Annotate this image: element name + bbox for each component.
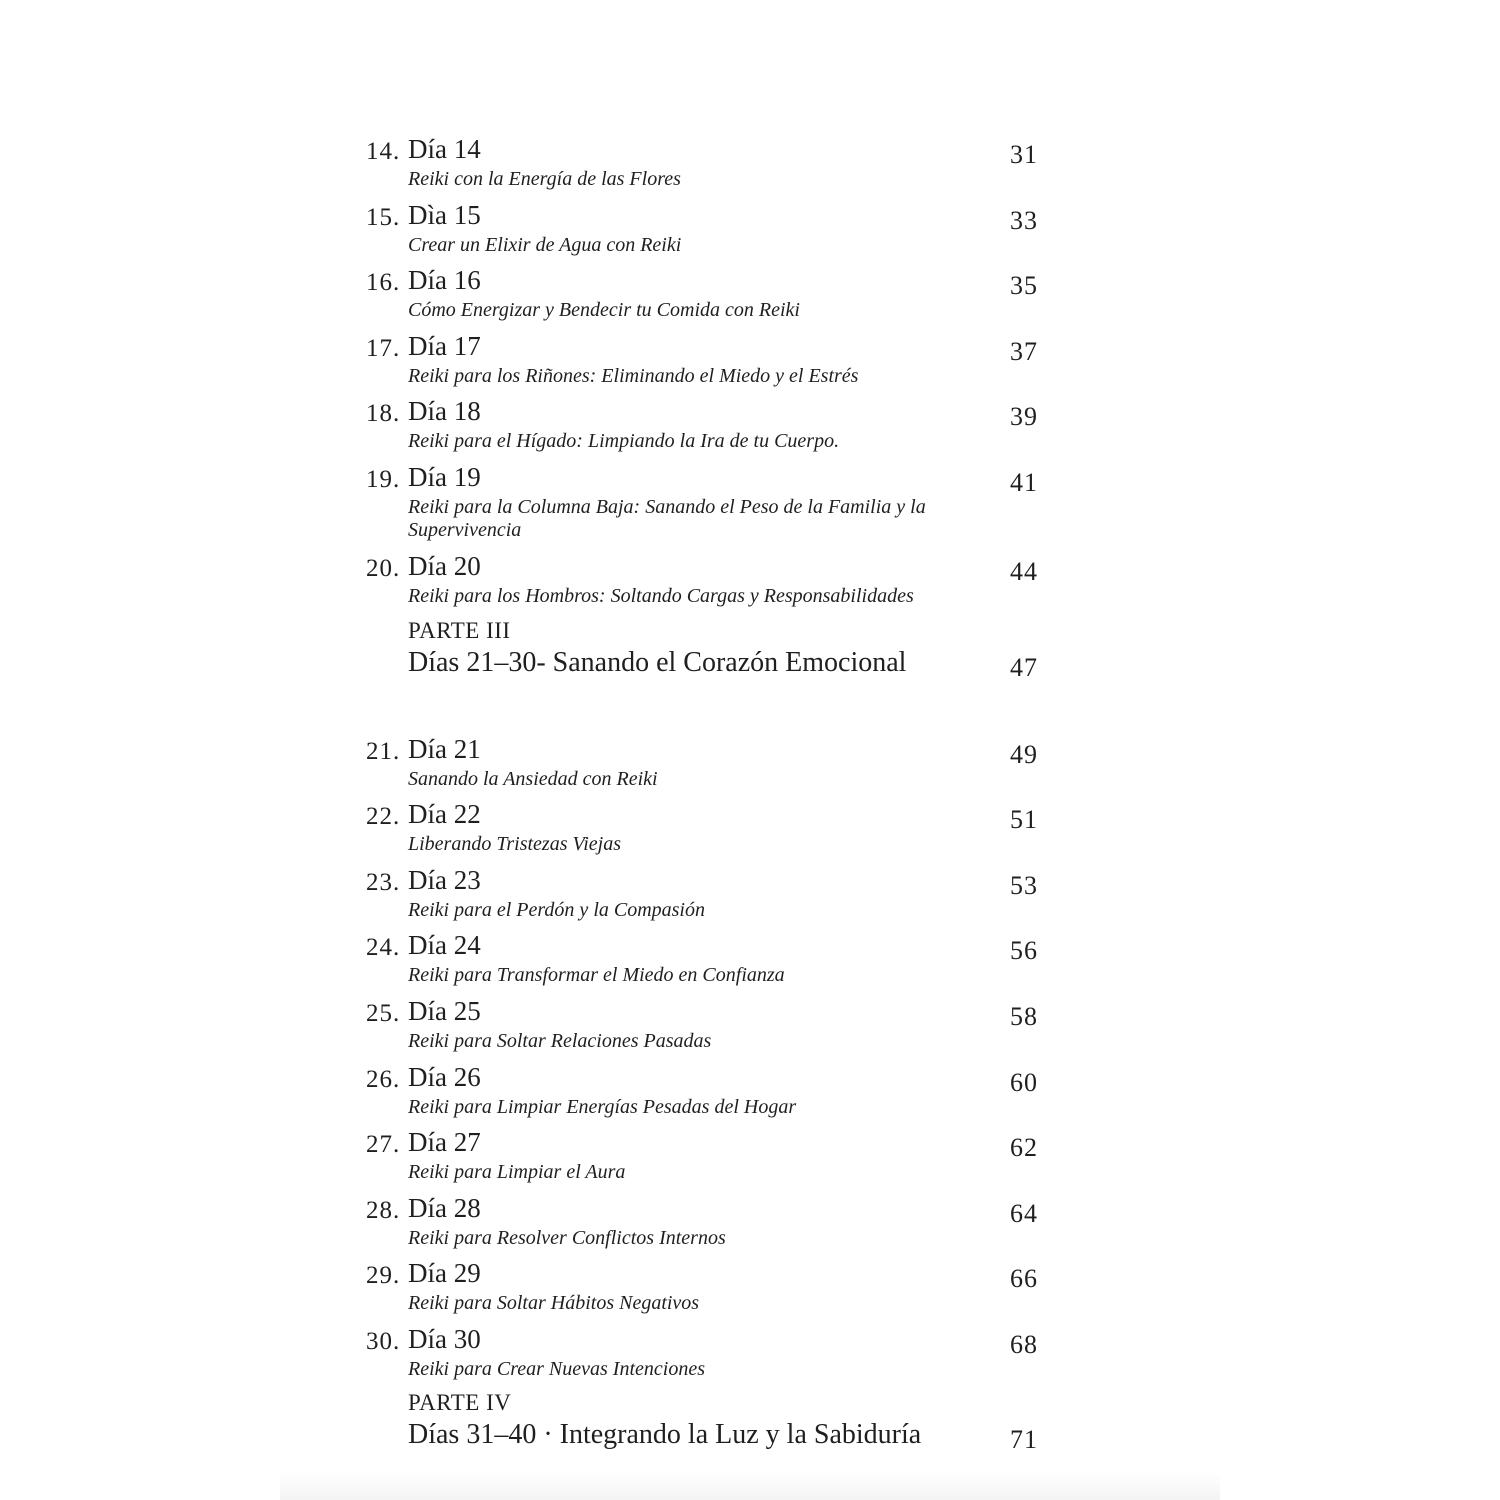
entry-page-number: 35 xyxy=(1010,271,1038,301)
entry-subtitle: Reiki para los Hombros: Soltando Cargas y Responsabilidades xyxy=(408,584,914,607)
toc-entry-20[interactable] xyxy=(366,549,1046,615)
entry-subtitle: Liberando Tristezas Viejas xyxy=(408,833,621,856)
entry-title: Día 23 xyxy=(408,864,481,895)
toc-entry-21[interactable] xyxy=(366,732,1046,798)
toc-entry-25[interactable] xyxy=(366,994,1046,1060)
part-title: Días 31–40 · Integrando la Luz y la Sabiduría xyxy=(408,1418,922,1450)
entry-number: 20. xyxy=(366,554,401,582)
toc-entry-28[interactable] xyxy=(366,1191,1046,1257)
entry-page-number: 53 xyxy=(1010,870,1038,900)
entry-number: 29. xyxy=(366,1262,401,1290)
entry-page-number: 31 xyxy=(1010,140,1038,169)
entry-number: 16. xyxy=(366,269,401,297)
entry-subtitle: Reiki para Limpiar el Aura xyxy=(408,1161,626,1184)
entry-number: 28. xyxy=(366,1196,401,1224)
entry-page-number: 58 xyxy=(1010,1001,1038,1031)
entry-title: Día 17 xyxy=(408,330,481,361)
part-label: PARTE IV xyxy=(408,1389,512,1415)
entry-title: Día 30 xyxy=(408,1323,481,1354)
entry-number: 25. xyxy=(366,999,401,1027)
entry-number: 30. xyxy=(366,1327,401,1355)
entry-number: 14. xyxy=(366,138,401,165)
toc-entry-23[interactable] xyxy=(366,863,1046,929)
entry-page-number: 33 xyxy=(1010,205,1038,235)
entry-subtitle: Reiki para Crear Nuevas Intenciones xyxy=(408,1357,705,1380)
entry-subtitle: Reiki para el Hígado: Limpiando la Ira de tu Cuerpo. xyxy=(408,430,840,453)
toc-entry-24[interactable] xyxy=(366,928,1046,994)
entry-page-number: 51 xyxy=(1010,805,1038,835)
entry-page-number: 66 xyxy=(1010,1264,1038,1294)
entry-subtitle: Reiki para los Riñones: Eliminando el Miedo y el Estrés xyxy=(408,364,859,387)
toc-part-iii[interactable] xyxy=(366,617,1046,732)
entry-page-number: 41 xyxy=(1010,467,1038,497)
entry-title: Día 24 xyxy=(408,930,481,961)
entry-number: 23. xyxy=(366,868,401,896)
entry-number: 15. xyxy=(366,203,401,231)
toc-part-iv[interactable] xyxy=(366,1389,1046,1469)
part-title: Días 21–30- Sanando el Corazón Emocional xyxy=(408,646,907,678)
toc-entry-18[interactable] xyxy=(366,394,1046,460)
entry-number: 17. xyxy=(366,334,401,362)
toc-entry-15[interactable] xyxy=(366,198,1046,264)
entry-title: Día 22 xyxy=(408,799,481,830)
entry-title: Día 21 xyxy=(408,733,481,764)
toc-entry-26[interactable] xyxy=(366,1060,1046,1126)
entry-page-number: 49 xyxy=(1010,739,1038,769)
entry-page-number: 56 xyxy=(1010,936,1038,966)
entry-subtitle: Reiki con la Energía de las Flores xyxy=(408,168,681,190)
entry-number: 21. xyxy=(366,737,401,765)
entry-subtitle: Reiki para Resolver Conflictos Internos xyxy=(408,1226,726,1249)
toc-entry-14[interactable] xyxy=(366,132,1046,198)
entry-number: 27. xyxy=(366,1131,401,1159)
entry-number: 19. xyxy=(366,465,401,493)
entry-page-number: 68 xyxy=(1010,1329,1038,1359)
entry-page-number: 60 xyxy=(1010,1067,1038,1097)
entry-subtitle: Cómo Energizar y Bendecir tu Comida con Reiki xyxy=(408,299,800,322)
entry-number: 22. xyxy=(366,803,401,831)
toc-entry-27[interactable] xyxy=(366,1125,1046,1191)
entry-page-number: 44 xyxy=(1010,556,1038,586)
page-bottom-shadow xyxy=(280,1472,1220,1500)
entry-number: 26. xyxy=(366,1065,401,1093)
entry-number: 24. xyxy=(366,934,401,962)
entry-title: Día 26 xyxy=(408,1061,481,1092)
entry-title: Dìa 15 xyxy=(408,199,481,230)
toc-entry-19[interactable] xyxy=(366,460,1046,549)
entry-subtitle: Reiki para Soltar Relaciones Pasadas xyxy=(408,1029,712,1052)
entry-number: 18. xyxy=(366,400,401,428)
toc-entry-30[interactable] xyxy=(366,1322,1046,1388)
entry-subtitle: Reiki para Soltar Hábitos Negativos xyxy=(408,1292,700,1315)
toc-entry-29[interactable] xyxy=(366,1256,1046,1322)
entry-title: Día 18 xyxy=(408,396,481,427)
entry-subtitle: Reiki para Transformar el Miedo en Confianza xyxy=(408,964,785,987)
entry-title: Día 19 xyxy=(408,461,481,492)
entry-page-number: 37 xyxy=(1010,336,1038,366)
toc-entry-22[interactable] xyxy=(366,797,1046,863)
table-of-contents xyxy=(366,132,1046,1469)
entry-title: Día 27 xyxy=(408,1127,481,1158)
entry-subtitle: Crear un Elixir de Agua con Reiki xyxy=(408,233,682,256)
toc-entry-16[interactable] xyxy=(366,263,1046,329)
entry-subtitle: Sanando la Ansiedad con Reiki xyxy=(408,767,658,790)
entry-title: Día 25 xyxy=(408,995,481,1026)
entry-subtitle: Reiki para la Columna Baja: Sanando el Peso de la Familia y la Supervivencia xyxy=(408,495,926,541)
part-label: PARTE III xyxy=(408,617,511,643)
entry-title: Día 20 xyxy=(408,550,481,581)
entry-title: Día 28 xyxy=(408,1192,481,1223)
part-page-number: 71 xyxy=(1010,1424,1038,1454)
entry-title: Día 29 xyxy=(408,1258,481,1289)
entry-page-number: 64 xyxy=(1010,1198,1038,1228)
entry-page-number: 62 xyxy=(1010,1133,1038,1163)
entry-subtitle: Reiki para Limpiar Energías Pesadas del Hogar xyxy=(408,1095,797,1118)
part-page-number: 47 xyxy=(1010,652,1038,682)
entry-title: Día 14 xyxy=(408,134,481,164)
entry-subtitle: Reiki para el Perdón y la Compasión xyxy=(408,898,705,921)
entry-title: Día 16 xyxy=(408,265,481,296)
entry-page-number: 39 xyxy=(1010,402,1038,432)
toc-entry-17[interactable] xyxy=(366,329,1046,395)
